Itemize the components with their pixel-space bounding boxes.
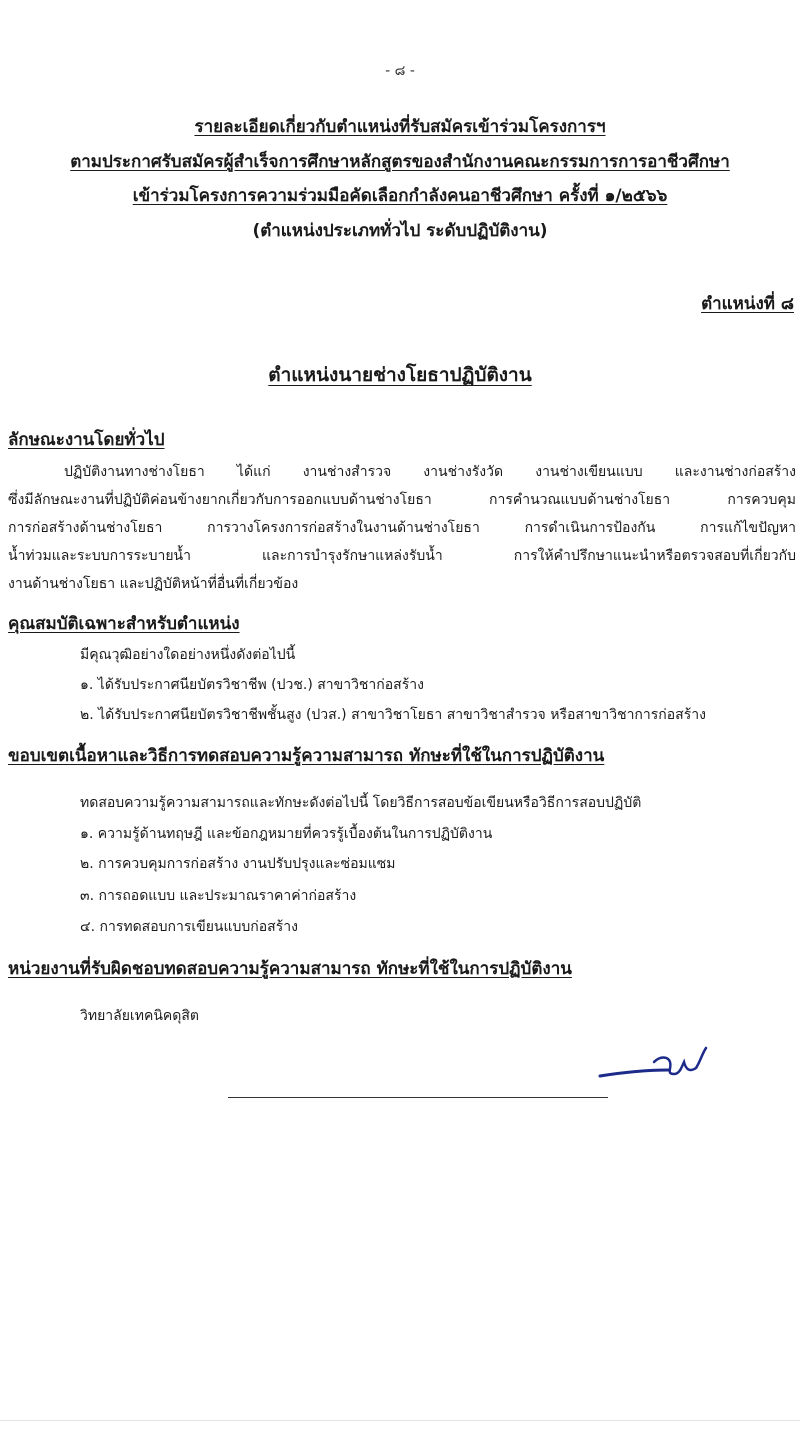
qualification-item: ๒. ได้รับประกาศนียบัตรวิชาชีพชั้นสูง (ปวส.) สาขาวิชาโยธา สาขาวิชาสำรวจ หรือสาขาวิชาการก่อสร้าง (80, 707, 706, 723)
header-line-2: ตามประกาศรับสมัครผู้สำเร็จการศึกษาหลักสูตรของสำนักงานคณะกรรมการการอาชีวศึกษา (70, 152, 730, 172)
page-bottom-edge (0, 1420, 800, 1421)
section-heading-test-scope: ขอบเขตเนื้อหาและวิธีการทดสอบความรู้ความสามารถ ทักษะที่ใช้ในการปฏิบัติงาน (8, 746, 605, 766)
section-heading-responsible-unit: หน่วยงานที่รับผิดชอบทดสอบความรู้ความสามารถ ทักษะที่ใช้ในการปฏิบัติงาน (8, 959, 572, 979)
description-line: ซึ่งมีลักษณะงานที่ปฏิบัติค่อนข้างยากเกี่ยวกับการออกแบบด้านช่างโยธา การคำนวณแบบด้านช่างโยธา การควบคุม (8, 492, 796, 508)
header-line-1: รายละเอียดเกี่ยวกับตำแหน่งที่รับสมัครเข้าร่วมโครงการฯ (194, 117, 606, 137)
test-scope-item: ๓. การถอดแบบ และประมาณราคาค่าก่อสร้าง (80, 888, 357, 904)
position-title: ตำแหน่งนายช่างโยธาปฏิบัติงาน (268, 364, 532, 386)
section-heading-qualifications: คุณสมบัติเฉพาะสำหรับตำแหน่ง (8, 614, 240, 634)
position-number: ตำแหน่งที่ ๘ (701, 294, 794, 314)
description-line: การก่อสร้างด้านช่างโยธา การวางโครงการก่อสร้างในงานด้านช่างโยธา การดำเนินการป้องกัน การแก้ไขปัญหา (8, 520, 796, 536)
qualifications-intro: มีคุณวุฒิอย่างใดอย่างหนึ่งดังต่อไปนี้ (80, 647, 296, 663)
header-line-3: เข้าร่วมโครงการความร่วมมือคัดเลือกกำลังคนอาชีวศึกษา ครั้งที่ ๑/๒๕๖๖ (132, 186, 668, 206)
signature-line (228, 1097, 608, 1098)
handwritten-signature (596, 1032, 746, 1092)
section-heading-general-work: ลักษณะงานโดยทั่วไป (8, 430, 165, 450)
qualification-item: ๑. ได้รับประกาศนียบัตรวิชาชีพ (ปวช.) สาขาวิชาก่อสร้าง (80, 677, 424, 693)
test-scope-intro: ทดสอบความรู้ความสามารถและทักษะดังต่อไปนี้ โดยวิธีการสอบข้อเขียนหรือวิธีการสอบปฏิบัติ (80, 795, 642, 811)
header-line-4: (ตำแหน่งประเภททั่วไป ระดับปฏิบัติงาน) (252, 221, 548, 241)
test-scope-item: ๑. ความรู้ด้านทฤษฎี และข้อกฎหมายที่ควรรู้เบื้องต้นในการปฏิบัติงาน (80, 826, 493, 842)
description-line: งานด้านช่างโยธา และปฏิบัติหน้าที่อื่นที่เกี่ยวข้อง (8, 576, 299, 592)
test-scope-item: ๒. การควบคุมการก่อสร้าง งานปรับปรุงและซ่อมแซม (80, 856, 396, 872)
description-line: น้ำท่วมและระบบการระบายน้ำ และการบำรุงรักษาแหล่งรับน้ำ การให้คำปรึกษาแนะนำหรือตรวจสอบที่เกี่ยวกับ (8, 548, 796, 564)
page-number: - ๘ - (385, 63, 415, 79)
responsible-unit-name: วิทยาลัยเทคนิคดุสิต (80, 1008, 199, 1024)
description-line: ปฏิบัติงานทางช่างโยธา ได้แก่ งานช่างสำรวจ งานช่างรังวัด งานช่างเขียนแบบ และงานช่างก่อสร้าง (64, 464, 796, 480)
test-scope-item: ๔. การทดสอบการเขียนแบบก่อสร้าง (80, 919, 298, 935)
